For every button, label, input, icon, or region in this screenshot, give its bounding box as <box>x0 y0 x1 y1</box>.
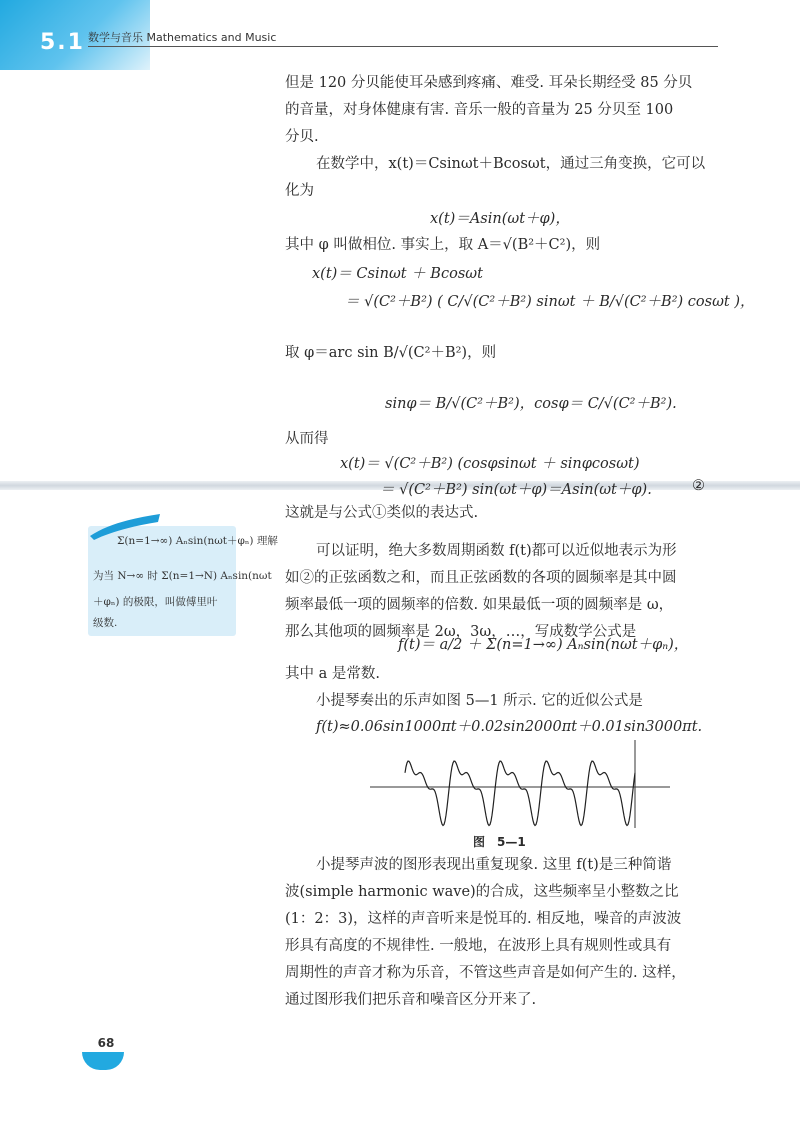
body-line: 在数学中，x(t)＝Csinωt＋Bcosωt，通过三角变换，它可以 <box>316 156 706 172</box>
equation: ＝ √(C²＋B²) ( C/√(C²＋B²) sinωt ＋ B/√(C²＋B²) cosωt )， <box>345 294 755 310</box>
body-line: 化为 <box>285 183 314 199</box>
equation: f(t)＝ a/2 ＋ Σ(n=1→∞) Aₙsin(nωt＋φₙ)， <box>398 637 689 653</box>
body-line: 其中 a 是常数. <box>285 666 380 682</box>
page-number: 68 <box>97 1036 115 1050</box>
body-line: 频率最低一项的圆频率的倍数. 如果最低一项的圆频率是 ω， <box>285 597 674 613</box>
waveform-curve <box>405 761 635 825</box>
body-line: 小提琴声波的图形表现出重复现象. 这里 f(t)是三种简谐 <box>316 857 672 873</box>
equation: x(t)＝ √(C²＋B²) (cosφsinωt ＋ sinφcosωt) <box>340 456 640 472</box>
equation: x(t)＝ Csinωt ＋ Bcosωt <box>312 266 483 282</box>
header-title: 数学与音乐 Mathematics and Music <box>88 31 277 44</box>
body-line: 小提琴奏出的乐声如图 5—1 所示. 它的近似公式是 <box>316 693 643 709</box>
body-line: 那么其他项的圆频率是 2ω，3ω，…，写成数学公式是 <box>285 624 637 640</box>
note-line: ＋φₙ) 的极限，叫做傅里叶 <box>93 596 218 608</box>
page-tab <box>82 1052 124 1070</box>
body-line: 波(simple harmonic wave)的合成，这些频率呈小整数之比 <box>285 884 679 900</box>
note-line: Σ(n=1→∞) Aₙsin(nωt＋φₙ) 理解 <box>117 535 278 547</box>
body-line: 形具有高度的不规律性. 一般地，在波形上具有规则性或具有 <box>285 938 672 954</box>
body-line: 如②的正弦函数之和，而且正弦函数的各项的圆频率是其中圆 <box>285 570 677 586</box>
note-line: 为当 N→∞ 时 Σ(n=1→N) Aₙsin(nωt <box>93 570 272 582</box>
equation-number: ② <box>692 478 705 494</box>
body-line: 但是 120 分贝能使耳朵感到疼痛、难受. 耳朵长期经受 85 分贝 <box>285 75 693 91</box>
header-rule <box>88 46 718 47</box>
violin-waveform-figure <box>370 740 670 830</box>
body-line: 周期性的声音才称为乐音，不管这些声音是如何产生的. 这样， <box>285 965 686 981</box>
body-line: 的音量，对身体健康有害. 音乐一般的音量为 25 分贝至 100 <box>285 102 674 118</box>
equation: ＝ √(C²＋B²) sin(ωt＋φ)＝Asin(ωt＋φ). <box>380 482 652 498</box>
body-line: 通过图形我们把乐音和噪音区分开来了. <box>285 992 537 1008</box>
equation: f(t)≈0.06sin1000πt＋0.02sin2000πt＋0.01sin3000πt. <box>316 719 703 735</box>
body-line: 其中 φ 叫做相位. 事实上，取 A＝√(B²＋C²)，则 <box>285 237 601 253</box>
body-line: 从而得 <box>285 431 329 447</box>
section-number: 5.1 <box>40 30 85 55</box>
equation: x(t)＝Asin(ωt＋φ)， <box>430 211 570 227</box>
body-line: (1：2：3)，这样的声音听来是悦耳的. 相反地，噪音的声波波 <box>285 911 682 927</box>
body-line: 分贝. <box>285 129 319 145</box>
figure-caption: 图 5—1 <box>473 835 526 849</box>
equation: sinφ＝ B/√(C²＋B²)，cosφ＝ C/√(C²＋B²). <box>385 396 677 412</box>
body-line: 可以证明，绝大多数周期函数 f(t)都可以近似地表示为形 <box>316 543 677 559</box>
body-line: 这就是与公式①类似的表达式. <box>285 505 479 521</box>
body-line: 取 φ＝arc sin B/√(C²＋B²)，则 <box>285 345 497 361</box>
note-line: 级数. <box>93 617 118 629</box>
